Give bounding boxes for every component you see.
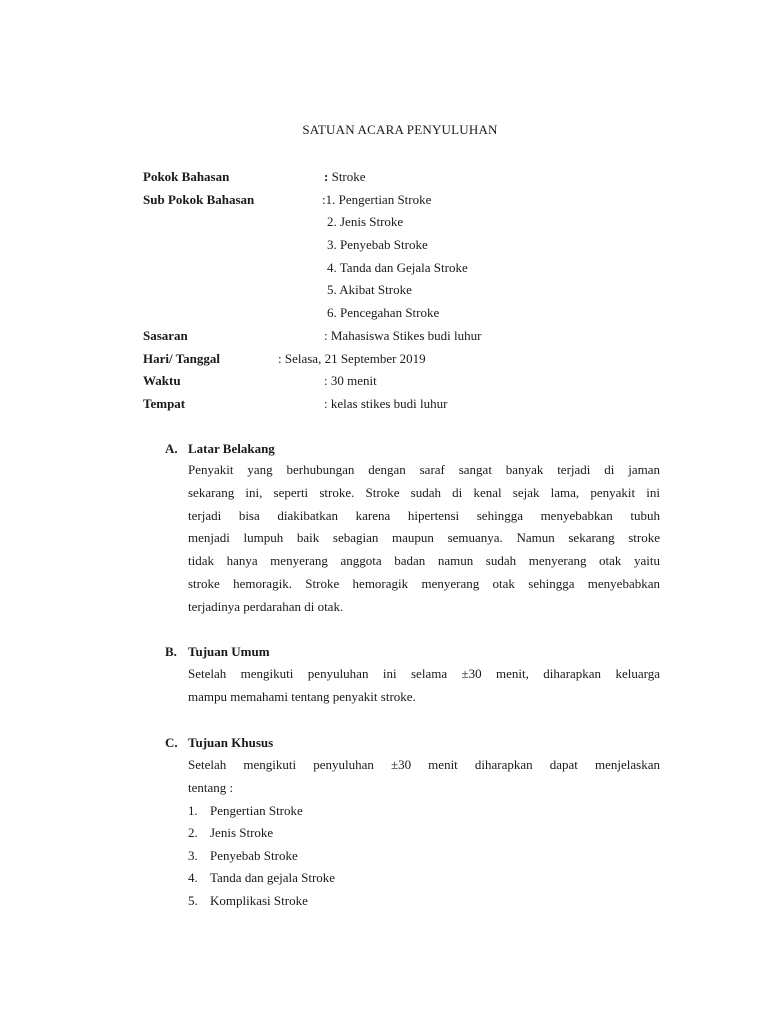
list-item bbox=[188, 869, 335, 887]
sub-pokok-bahasan-label: Sub Pokok Bahasan bbox=[143, 192, 255, 207]
list-item-number: 1. bbox=[188, 803, 198, 818]
document-title: SATUAN ACARA PENYULUHAN bbox=[302, 122, 498, 137]
sub-pokok-item: 5. Akibat Stroke bbox=[327, 282, 412, 297]
paragraph-line: terjadinya perdarahan di otak. bbox=[188, 598, 344, 614]
list-item-number: 4. bbox=[188, 870, 198, 885]
paragraph-line: sekarang ini, seperti stroke. Stroke sudah di kenal sejak lama, penyakit ini bbox=[188, 484, 660, 500]
paragraph-line: Setelah mengikuti penyuluhan ini selama ±30 menit, diharapkan keluarga bbox=[188, 666, 660, 681]
section-b-heading bbox=[165, 643, 270, 661]
paragraph-line: stroke hemoragik. Stroke hemoragik menyerang otak sehingga menyebabkan bbox=[188, 575, 660, 591]
sasaran-label: Sasaran bbox=[143, 328, 188, 343]
pokok-bahasan-label: Pokok Bahasan bbox=[143, 169, 230, 184]
list-item-number: 3. bbox=[188, 848, 198, 863]
sasaran-value: : Mahasiswa Stikes budi luhur bbox=[324, 328, 482, 343]
sub-pokok-item: 4. Tanda dan Gejala Stroke bbox=[327, 260, 468, 275]
paragraph-line: tentang : bbox=[188, 779, 234, 795]
section-c-title: Tujuan Khusus bbox=[188, 735, 274, 750]
section-c-paragraph bbox=[188, 754, 660, 800]
tempat-value: : kelas stikes budi luhur bbox=[324, 396, 448, 411]
paragraph-line: tidak hanya menyerang anggota badan namun sudah menyerang otak yaitu bbox=[188, 553, 660, 569]
pokok-bahasan-colon: : bbox=[324, 169, 329, 184]
paragraph-line: Setelah mengikuti penyuluhan ±30 menit diharapkan dapat menjelaskan bbox=[188, 757, 660, 772]
waktu-label: Waktu bbox=[143, 373, 181, 388]
section-a-paragraph bbox=[188, 459, 660, 619]
list-item bbox=[188, 847, 298, 865]
section-a-letter: A. bbox=[165, 441, 178, 456]
sub-pokok-item: 3. Penyebab Stroke bbox=[327, 237, 428, 252]
list-item-text: Pengertian Stroke bbox=[210, 803, 303, 818]
list-item-text: Komplikasi Stroke bbox=[210, 893, 308, 908]
list-item-number: 5. bbox=[188, 893, 198, 908]
sub-pokok-item: :1. Pengertian Stroke bbox=[322, 192, 432, 207]
list-item bbox=[188, 892, 308, 910]
section-a-heading bbox=[165, 440, 275, 458]
list-item-text: Jenis Stroke bbox=[210, 825, 274, 840]
section-b-letter: B. bbox=[165, 644, 177, 659]
section-c-heading bbox=[165, 734, 273, 752]
pokok-bahasan-value bbox=[324, 168, 366, 186]
section-a-title: Latar Belakang bbox=[188, 441, 275, 456]
paragraph-line: Penyakit yang berhubungan dengan saraf sangat banyak terjadi di jaman bbox=[188, 462, 660, 477]
pokok-bahasan-text: Stroke bbox=[328, 169, 366, 184]
hari-tanggal-value: : Selasa, 21 September 2019 bbox=[278, 351, 426, 366]
section-b-title: Tujuan Umum bbox=[188, 644, 270, 659]
hari-tanggal-label: Hari/ Tanggal bbox=[143, 351, 220, 366]
section-b-paragraph bbox=[188, 663, 660, 709]
list-item-text: Tanda dan gejala Stroke bbox=[210, 870, 336, 885]
list-item-text: Penyebab Stroke bbox=[210, 848, 298, 863]
waktu-value: : 30 menit bbox=[324, 373, 377, 388]
paragraph-line: terjadi bisa diakibatkan karena hipertensi sehingga menyebabkan tubuh bbox=[188, 507, 660, 523]
list-item bbox=[188, 824, 273, 842]
tempat-label: Tempat bbox=[143, 396, 186, 411]
paragraph-line: mampu memahami tentang penyakit stroke. bbox=[188, 688, 416, 704]
sub-pokok-item: 2. Jenis Stroke bbox=[327, 214, 404, 229]
paragraph-line: menjadi lumpuh baik sebagian maupun semuanya. Namun sekarang stroke bbox=[188, 530, 660, 546]
list-item bbox=[188, 802, 303, 820]
list-item-number: 2. bbox=[188, 825, 198, 840]
sub-pokok-item: 6. Pencegahan Stroke bbox=[327, 305, 440, 320]
section-c-letter: C. bbox=[165, 735, 178, 750]
